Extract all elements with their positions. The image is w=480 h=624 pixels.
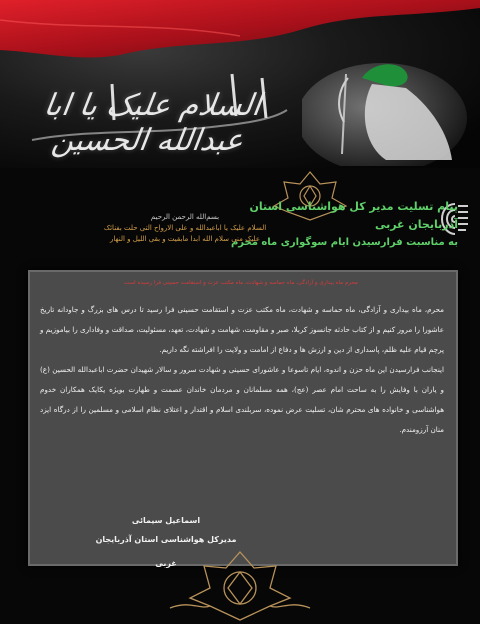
title-line-2: به مناسبت فرارسیدن ایام سوگواری ماه محرم	[230, 237, 458, 248]
message-paragraph-1: محرم، ماه بیداری و آزادگی، ماه حماسه و شهادت، ماه مکتب عزت و استقامت حسینی فرا رسید تا درس های بزرگ و جاودانه تاریخ عاشورا را مرور کنیم و از کتاب حادثه جانسوز کربلا، صبر و مقاومت، شهامت و شهادت، تعهد، مسئولیت، صداقت و وفاداری را بیاموزیم و پرچم قیام علیه ظلم، پاسداری از دین و ارزش ها و دفاع از امامت و ولایت را افراشته نگه داریم.	[40, 305, 444, 354]
calligraphy-text: السلام علیک یا ابا عبدالله الحسین	[41, 88, 264, 158]
message-body	[40, 300, 444, 440]
bismillah-text: بسم‌الله الرحمن الرحیم	[150, 213, 220, 221]
islamic-star-ornament-icon	[140, 548, 340, 624]
greeting-line-2: علیک منی سلام الله ابدا مابقیت و بقی اللیل و النهار	[109, 235, 261, 243]
signature-name: اسماعیل سیمائی	[131, 516, 201, 525]
mourner-figure-icon	[302, 48, 472, 166]
title-line-1: پیام تسلیت مدیر کل هواشناسی استان آذربایجان غربی	[249, 200, 458, 231]
header-banner	[0, 0, 480, 168]
greeting-line-1: السلام علیک یا اباعبدالله و علی الارواح التی حلت بفنائک	[103, 224, 267, 232]
red-note: محرم ماه بیداری و آزادگی، ماه حماسه و شهادت، ماه مکتب عزت و استقامت حسینی فرا رسیده است	[124, 280, 358, 286]
message-paragraph-2: اینجانب فرارسیدن این ماه حزن و اندوه، ایام تاسوعا و عاشورای حسینی و شهادت سرور و سالار شهیدان حضرت اباعبدالله الحسین (ع) و یاران با وفایش را به ساحت امام عصر (عج)، همه مسلمانان و مردمان خاندان عصمت و طهارت بویژه یکایک همکاران خدوم هواشناسی و خانواده های محترم شان، تسلیت عرض نموده، سربلندی اسلام و اقتدار و اعتلای نظام اسلامی و مسلمین را از درگاه ایزد منان آرزومندم.	[40, 365, 444, 434]
greeting-block	[60, 212, 310, 245]
signature-title: مدیرکل هواشناسی استان آذربایجان غربی	[95, 535, 237, 568]
